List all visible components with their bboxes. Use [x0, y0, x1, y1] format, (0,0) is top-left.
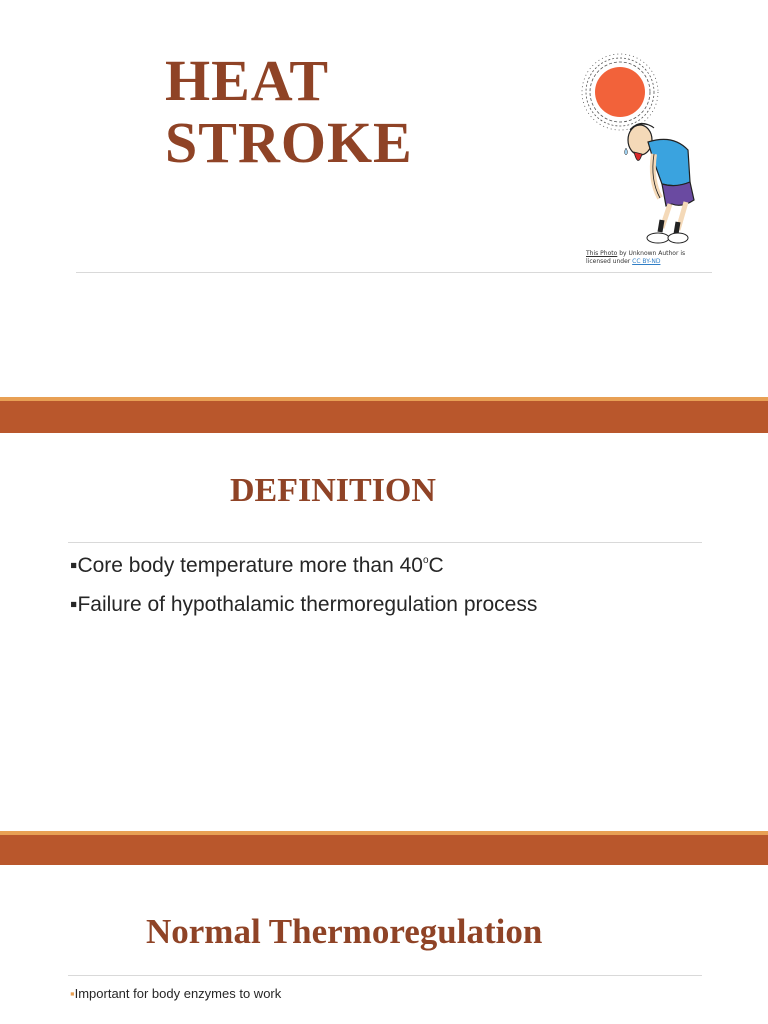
bullet-text: Failure of hypothalamic thermoregulation process	[77, 593, 538, 616]
degree-superscript: o	[422, 555, 429, 566]
title-line-1: HEAT	[165, 48, 330, 113]
image-attribution	[586, 250, 696, 266]
bullet-core-temperature	[70, 554, 444, 578]
square-bullet-icon: ▪	[70, 554, 78, 577]
bullet-enzymes	[70, 986, 281, 1001]
attribution-text: by Unknown Author is licensed under	[586, 250, 686, 265]
title-line-2: STROKE	[165, 110, 413, 175]
bullet-text: Important for body enzymes to work	[74, 986, 282, 1001]
definition-heading: DEFINITION	[230, 472, 436, 509]
normal-thermoregulation-heading: Normal Thermoregulation	[146, 912, 543, 951]
bullet-hypothalamic-failure	[70, 593, 537, 617]
slide1-divider	[76, 272, 712, 273]
slide-title	[165, 50, 485, 174]
slide-separator-band	[0, 835, 768, 865]
slide-separator-band	[0, 401, 768, 433]
bullet-text: Core body temperature more than 40	[77, 554, 423, 577]
photo-link[interactable]: This Photo	[586, 250, 618, 257]
square-bullet-icon: ▪	[70, 986, 75, 1001]
license-link[interactable]: CC BY-ND	[632, 258, 661, 265]
slide3-divider	[68, 975, 702, 976]
square-bullet-icon: ▪	[70, 593, 78, 616]
overheated-man-with-sun-icon	[578, 50, 708, 250]
bullet-text-unit: C	[428, 554, 444, 577]
slide2-divider	[68, 542, 702, 543]
